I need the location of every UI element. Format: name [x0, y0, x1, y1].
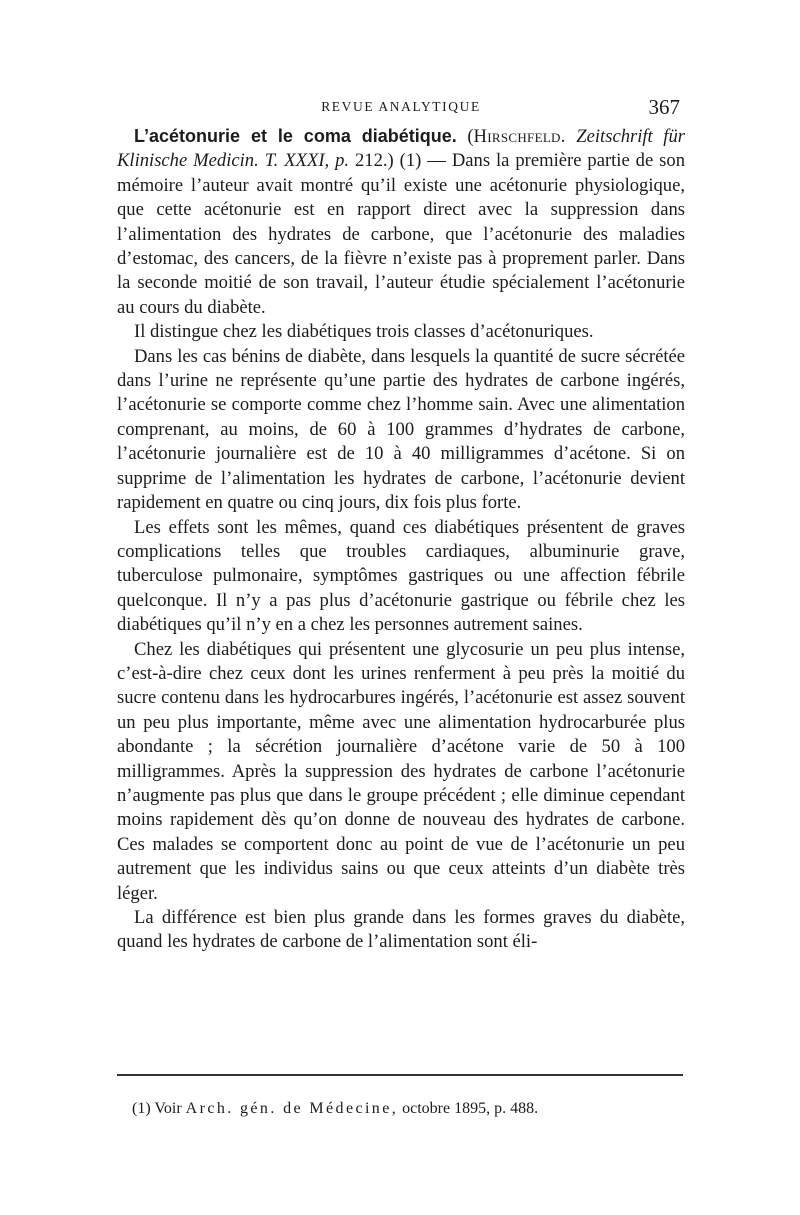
article-paragraph: La différence est bien plus grande dans les formes graves du diabète, quand les hydrates de carbone de l’alimentation sont éli- [117, 907, 685, 953]
article-paragraph: Dans les cas bénins de diabète, dans lesquels la quantité de sucre sécrétée dans l’urine ne représente qu’une partie des hydrates de carbone ingérés, l’acétonurie se comporte comme chez l’homme sain. Avec une alimentation comprenant, au moins, de 60 à 100 grammes d’hydrates de carbone, l’acétonurie journalière est de 10 à 40 milligrammes d’acétone. Si on supprime de l’alimentation les hydrates de carbone, l’acétonurie devient rapidement en quatre ou cinq jours, dix fois plus forte. [117, 345, 685, 514]
article-author: Hirschfeld. [473, 126, 566, 147]
footnote-marker: (1) [132, 1100, 151, 1117]
footnote-detail: octobre 1895, p. 488. [402, 1100, 539, 1117]
article-title: L’acétonurie et le coma diabétique. [134, 126, 457, 146]
paragraph-text: Dans la première partie de son mémoire l’auteur avait montré qu’il existe une acétonurie physiologique, que cette acétonurie est en rapport direct avec la suppression dans l’alimentation des hydrates de carbone, que l’acétonurie des maladies d’estomac, des cancers, de la fièvre n’existe pas à proprement parler. Dans la seconde moitié de son travail, l’auteur étudie spécialement l’acétonurie au cours du diabète. [117, 150, 685, 318]
article-body [117, 124, 685, 955]
page-number: 367 [648, 95, 680, 119]
article-paragraph: Les effets sont les mêmes, quand ces diabétiques présentent de graves complications telles que troubles cardiaques, albuminurie grave, tuberculose pulmonaire, symptômes gastriques ou une affection fébrile quelconque. Il n’y a pas plus d’acétonurie gastrique ou fébrile chez les diabétiques qu’il n’y en a chez les personnes autrement saines. [117, 516, 685, 636]
article-paragraph [117, 124, 685, 320]
footnote-source: Arch. gén. de Médecine, [185, 1100, 399, 1117]
running-head [118, 95, 684, 119]
citation-tail: 212.) (1) — [349, 150, 452, 172]
article-paragraph: Il distingue chez les diabétiques trois classes d’acétonuriques. [134, 321, 594, 343]
footnote [132, 1098, 682, 1120]
footnote-lead: Voir [154, 1100, 182, 1117]
article-journal: Zeitschrift für Klinische Medicin. T. XXXI, p. [117, 126, 685, 172]
citation-open-paren: ( [456, 126, 474, 147]
footnote-divider [117, 1074, 683, 1076]
running-head-title: REVUE ANALYTIQUE [321, 99, 481, 114]
article-paragraph: Chez les diabétiques qui présentent une glycosurie un peu plus intense, c’est-à-dire chez ceux dont les urines renferment à peu près la moitié du sucre contenu dans les hydrocarbures ingérés, l’acétonurie est assez souvent un peu plus importante, même avec une alimentation hydrocarburée plus abondante ; la sécrétion journalière d’acétone varie de 50 à 100 milligrammes. Après la suppression des hydrates de carbone l’acétonurie n’augmente pas plus que dans le groupe précédent ; elle diminue cependant moins rapidement dès qu’on donne de nouveau des hydrates de carbone. Ces malades se comportent donc au point de vue de l’acétonurie un peu autrement que les individus sains ou que ceux atteints d’un diabète très léger. [117, 638, 685, 904]
